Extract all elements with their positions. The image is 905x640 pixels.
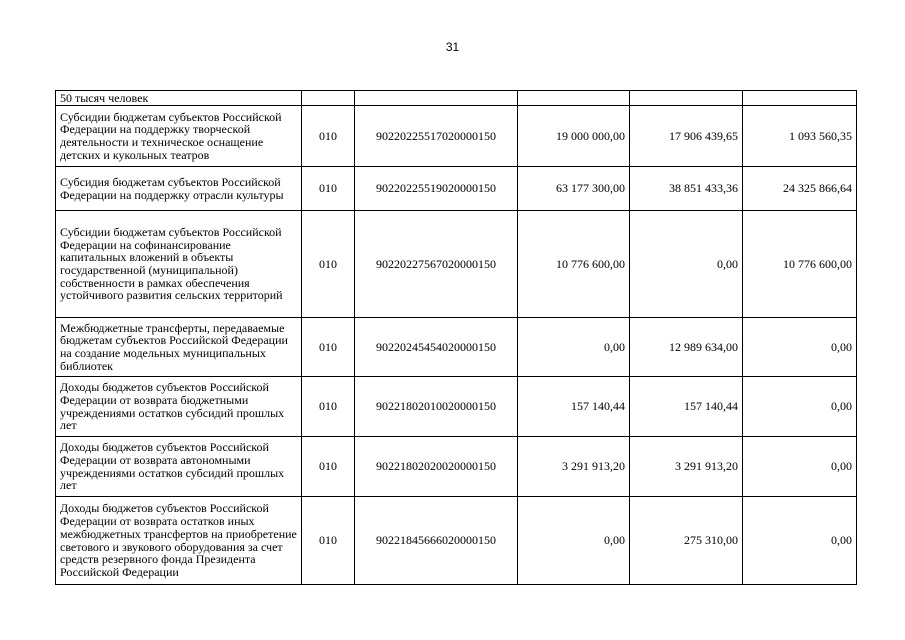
row-unexecuted: 10 776 600,00 [743,211,857,318]
row-approved [518,91,630,106]
row-executed [630,91,743,106]
row-kbk: 90220225519020000150 [355,167,518,211]
row-executed: 275 310,00 [630,497,743,585]
row-approved: 157 140,44 [518,377,630,437]
row-code: 010 [302,106,355,167]
row-kbk: 90221802010020000150 [355,377,518,437]
row-kbk [355,91,518,106]
table-row [56,106,857,167]
row-kbk: 90220227567020000150 [355,211,518,318]
row-kbk: 90221802020020000150 [355,437,518,497]
row-unexecuted [743,91,857,106]
row-name: Доходы бюджетов субъектов Российской Федерации от возврата остатков иных межбюджетных трансфертов на приобретение светового и звукового оборудования за счет средств резервного фонда Президента Российской Федерации [56,497,302,585]
row-executed: 0,00 [630,211,743,318]
row-unexecuted: 24 325 866,64 [743,167,857,211]
row-unexecuted: 0,00 [743,318,857,377]
row-name: Доходы бюджетов субъектов Российской Федерации от возврата бюджетными учреждениями остатков субсидий прошлых лет [56,377,302,437]
row-kbk: 90220245454020000150 [355,318,518,377]
row-unexecuted: 1 093 560,35 [743,106,857,167]
row-unexecuted: 0,00 [743,377,857,437]
row-executed: 157 140,44 [630,377,743,437]
row-executed: 12 989 634,00 [630,318,743,377]
row-code: 010 [302,437,355,497]
row-approved: 0,00 [518,318,630,377]
budget-table [55,90,857,585]
table-row [56,211,857,318]
row-executed: 3 291 913,20 [630,437,743,497]
table-row [56,318,857,377]
row-approved: 3 291 913,20 [518,437,630,497]
row-executed: 17 906 439,65 [630,106,743,167]
page-number: 31 [445,40,460,54]
table-row [56,497,857,585]
row-kbk: 90220225517020000150 [355,106,518,167]
row-code: 010 [302,377,355,437]
row-name: 50 тысяч человек [56,91,302,106]
row-code: 010 [302,318,355,377]
row-code: 010 [302,497,355,585]
row-name: Межбюджетные трансферты, передаваемые бюджетам субъектов Российской Федерации на создание модельных муниципальных библиотек [56,318,302,377]
row-code [302,91,355,106]
row-executed: 38 851 433,36 [630,167,743,211]
row-approved: 10 776 600,00 [518,211,630,318]
row-approved: 63 177 300,00 [518,167,630,211]
row-unexecuted: 0,00 [743,437,857,497]
table-row [56,167,857,211]
row-name: Субсидия бюджетам субъектов Российской Федерации на поддержку отрасли культуры [56,167,302,211]
row-unexecuted: 0,00 [743,497,857,585]
row-kbk: 90221845666020000150 [355,497,518,585]
row-name: Субсидии бюджетам субъектов Российской Федерации на софинансирование капитальных вложений в объекты государственной (муниципальной) собственности в рамках обеспечения устойчивого развития сельских территорий [56,211,302,318]
row-approved: 0,00 [518,497,630,585]
table-row [56,437,857,497]
table-row [56,91,857,106]
row-approved: 19 000 000,00 [518,106,630,167]
row-code: 010 [302,211,355,318]
row-name: Субсидии бюджетам субъектов Российской Федерации на поддержку творческой деятельности и техническое оснащение детских и кукольных театров [56,106,302,167]
row-code: 010 [302,167,355,211]
row-name: Доходы бюджетов субъектов Российской Федерации от возврата автономными учреждениями остатков субсидий прошлых лет [56,437,302,497]
table-row [56,377,857,437]
